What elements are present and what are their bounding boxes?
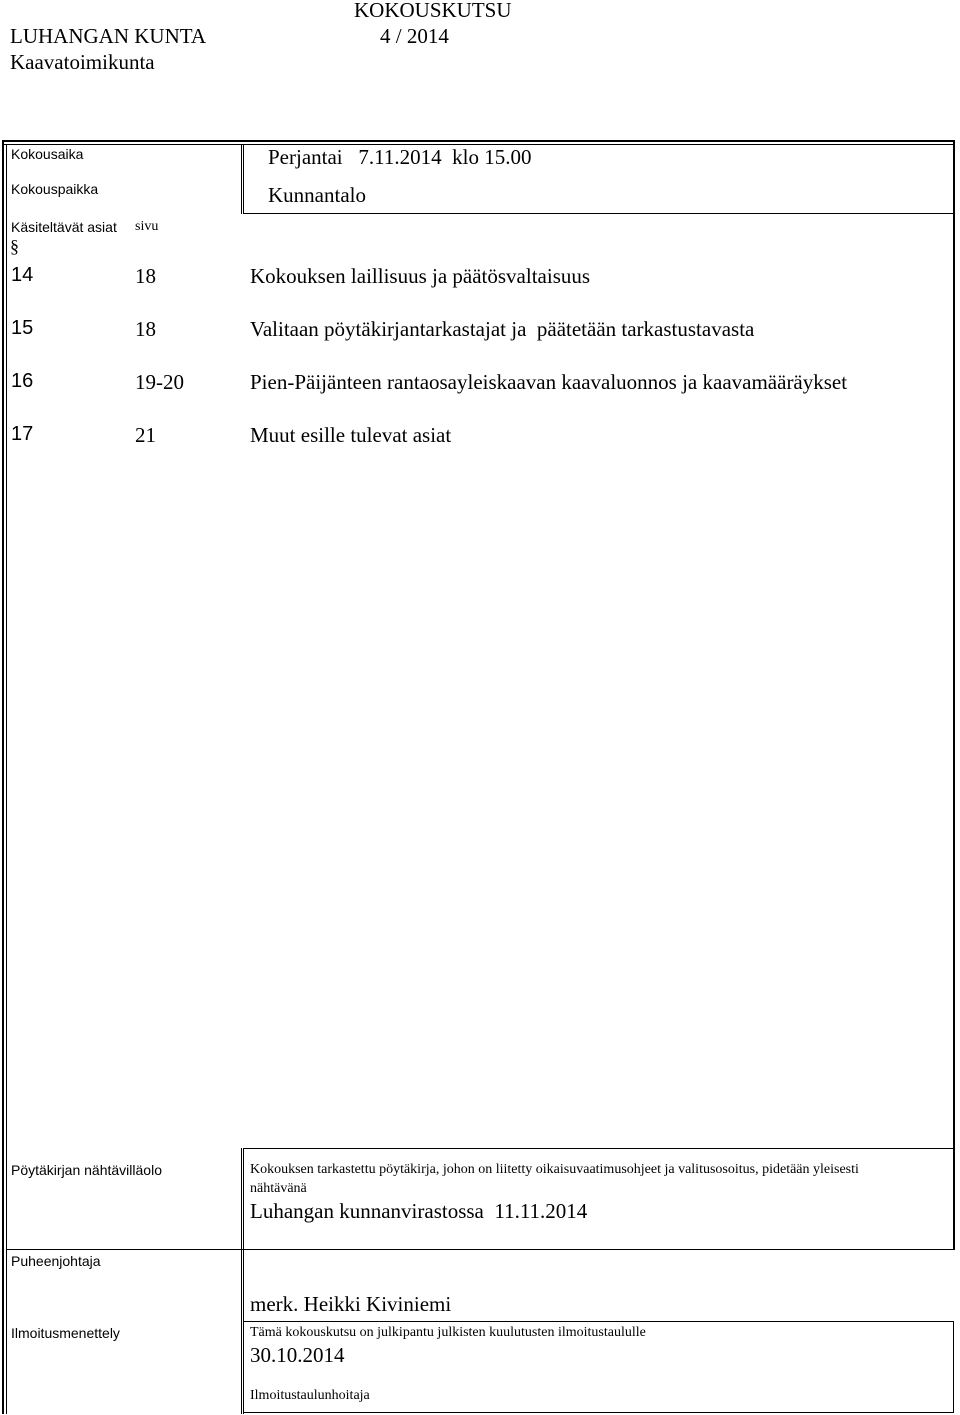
agenda-item-page: 19-20 — [135, 370, 184, 394]
chair-signature: merk. Heikki Kiviniemi — [250, 1292, 452, 1316]
minutes-text-line1: Kokouksen tarkastettu pöytäkirja, johon on liitetty oikaisuvaatimusohjeet ja valitusosoitus, pidetään yleisesti — [250, 1162, 859, 1177]
minutes-label: Pöytäkirjan nähtävilläolo — [11, 1162, 162, 1178]
agenda-page-header: sivu — [135, 219, 159, 234]
meeting-place-value: Kunnantalo — [268, 183, 366, 207]
committee-name: Kaavatoimikunta — [10, 50, 155, 74]
notice-label: Ilmoitusmenettely — [11, 1325, 120, 1341]
notice-signer-label: Ilmoitustaulunhoitaja — [250, 1388, 370, 1403]
agenda-item-page: 21 — [135, 423, 156, 447]
minutes-location: Luhangan kunnanvirastossa 11.11.2014 — [250, 1199, 588, 1223]
meeting-time-value: Perjantai 7.11.2014 klo 15.00 — [268, 145, 532, 169]
meeting-time-label: Kokousaika — [11, 146, 84, 162]
notice-text: Tämä kokouskutsu on julkipantu julkisten kuulutusten ilmoitustaululle — [250, 1325, 646, 1340]
meeting-number: 4 / 2014 — [380, 24, 449, 48]
agenda-items-header: Käsiteltävät asiat — [11, 219, 117, 235]
agenda-item-title: Muut esille tulevat asiat — [250, 423, 452, 447]
meeting-place-label: Kokouspaikka — [11, 181, 99, 197]
agenda-item-title: Pien-Päijänteen rantaosayleiskaavan kaavaluonnos ja kaavamääräykset — [250, 370, 848, 394]
agenda-item-title: Kokouksen laillisuus ja päätösvaltaisuus — [250, 264, 591, 288]
agenda-item-title: Valitaan pöytäkirjantarkastajat ja päätetään tarkastustavasta — [250, 317, 755, 341]
agenda-item-number: 17 — [11, 423, 34, 445]
agenda-item-page: 18 — [135, 317, 156, 341]
minutes-text-line2: nähtävänä — [250, 1181, 307, 1196]
chair-label: Puheenjohtaja — [11, 1253, 101, 1269]
municipality-name: LUHANGAN KUNTA — [10, 24, 207, 48]
section-symbol: § — [10, 236, 19, 256]
agenda-item-number: 16 — [11, 370, 34, 392]
notice-date: 30.10.2014 — [250, 1343, 345, 1367]
agenda-item-number: 15 — [11, 317, 34, 339]
document-title: KOKOUSKUTSU — [354, 0, 512, 22]
agenda-item-number: 14 — [11, 264, 34, 286]
agenda-item-page: 18 — [135, 264, 156, 288]
